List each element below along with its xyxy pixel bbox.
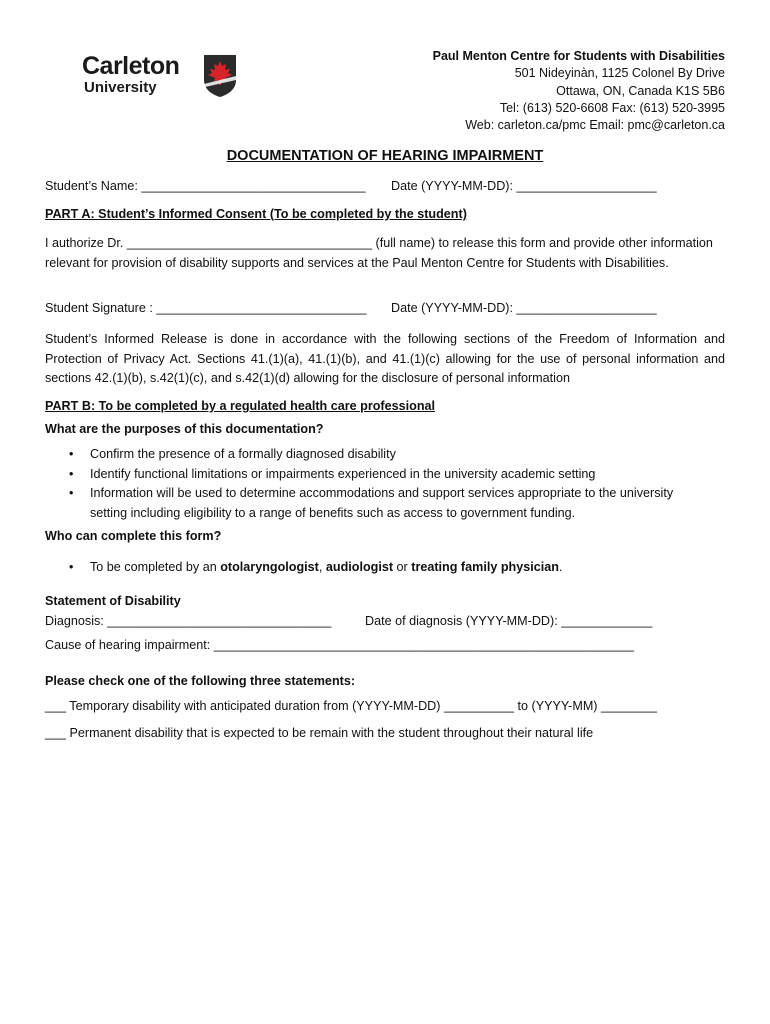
student-signature-field[interactable]: Student Signature : ______________________________ — [45, 301, 367, 315]
permanent-option[interactable]: ___ Permanent disability that is expected to be remain with the student throughout their natural life — [45, 726, 594, 740]
logo-university: University — [84, 79, 157, 96]
bullet-icon: • — [69, 560, 74, 574]
list-item — [68, 484, 708, 523]
role-audiologist: audiologist — [325, 560, 394, 574]
document-title: DOCUMENTATION OF HEARING IMPAIRMENT — [226, 148, 544, 164]
who-question: Who can complete this form? — [45, 529, 222, 543]
authorize-paragraph[interactable]: I authorize Dr. ___________________________________ (full name) to release this form and provide other information relevant for provision of disability supports and services at the Paul Menton Centre for Students with Disabilities. — [45, 236, 713, 270]
bullet-icon: • — [69, 447, 74, 461]
bullet-icon: • — [69, 486, 74, 500]
statement-heading: Statement of Disability — [45, 594, 181, 608]
purpose-list — [68, 445, 708, 523]
part-a-heading: PART A: Student’s Informed Consent (To be completed by the student) — [45, 207, 467, 221]
informed-release-paragraph: Student’s Informed Release is done in accordance with the following sections of the Freedom of Information and Protection of Privacy Act. Sections 41.(1)(a), 41.(1)(b), and 41.(1)(c) allowing for the use of personal information and sections 42.(1)(b), s.42(1)(c), and s.42(1)(d) allowing for the disclosure of personal information — [45, 332, 725, 385]
list-item — [68, 465, 708, 485]
role-family-physician: treating family physician — [411, 560, 559, 574]
org-name: Paul Menton Centre for Students with Disabilities — [432, 49, 725, 63]
city-address: Ottawa, ON, Canada K1S 5B6 — [556, 83, 725, 98]
diagnosis-date-field[interactable]: Date of diagnosis (YYYY-MM-DD): _____________ — [365, 614, 653, 628]
carleton-logo — [82, 52, 242, 100]
who-list — [68, 558, 708, 578]
phone-fax: Tel: (613) 520-6608 Fax: (613) 520-3995 — [499, 100, 725, 115]
street-address: 501 Nideyinàn, 1125 Colonel By Drive — [514, 66, 725, 81]
purpose-text: Identify functional limitations or impairments experienced in the university academic setting — [90, 466, 596, 481]
purpose-text: Confirm the presence of a formally diagnosed disability — [90, 447, 396, 461]
purpose-question: What are the purposes of this documentation? — [45, 422, 324, 436]
role-otolaryngologist: otolaryngologist — [220, 560, 319, 574]
temporary-option[interactable]: ___ Temporary disability with anticipated duration from (YYYY-MM-DD) __________ to (YYYY-MM) ________ — [45, 699, 658, 713]
list-item — [68, 445, 708, 465]
contact-block — [433, 48, 725, 134]
part-b-heading: PART B: To be completed by a regulated health care professional — [45, 399, 436, 413]
diagnosis-field[interactable]: Diagnosis: ________________________________ — [45, 614, 332, 628]
who-separator: or — [393, 560, 412, 574]
bullet-icon: • — [69, 466, 74, 481]
logo-wordmark: Carleton — [82, 52, 180, 80]
list-item — [68, 558, 708, 578]
student-name-field[interactable]: Student’s Name: ________________________________ — [45, 179, 366, 193]
who-separator: , — [318, 560, 326, 574]
purpose-text: Information will be used to determine accommodations and support services appropriate to the university setting including eligibility to a range of benefits such as access to government funding. — [90, 486, 674, 520]
check-heading: Please check one of the following three statements: — [45, 674, 356, 688]
cause-field[interactable]: Cause of hearing impairment: ____________________________________________________________ — [45, 638, 634, 652]
student-date-field[interactable]: Date (YYYY-MM-DD): ____________________ — [391, 179, 657, 193]
web-email: Web: carleton.ca/pmc Email: pmc@carleton.ca — [465, 118, 725, 133]
maple-leaf-shield-icon — [203, 54, 237, 98]
signature-date-field[interactable]: Date (YYYY-MM-DD): ____________________ — [391, 301, 657, 315]
who-suffix: . — [558, 560, 563, 574]
who-prefix: To be completed by an — [90, 560, 221, 574]
